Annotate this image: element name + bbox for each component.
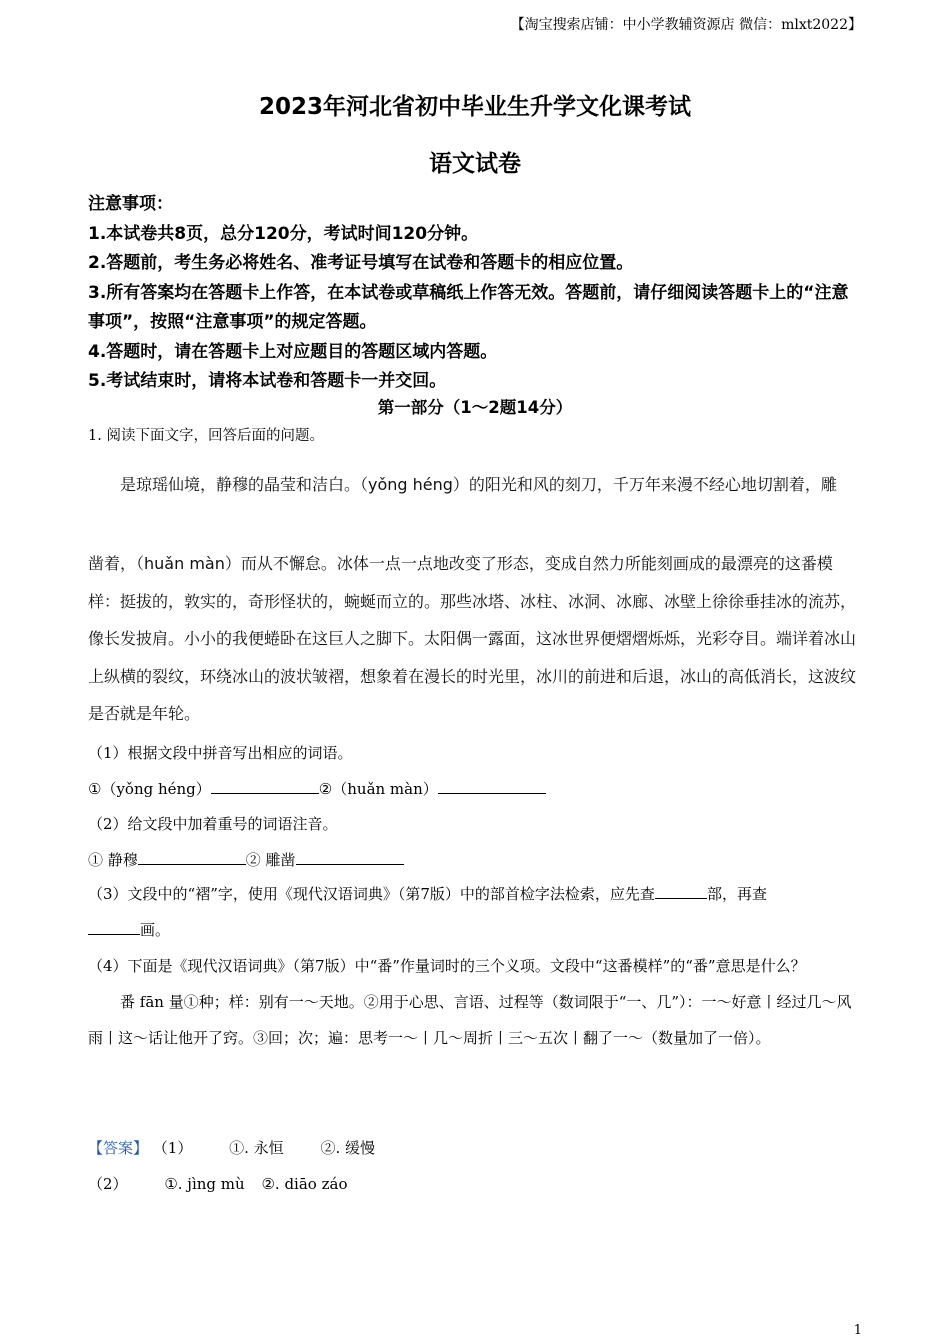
notice-item: 3.所有答案均在答题卡上作答，在本试卷或草稿纸上作答无效。答题前，请仔细阅读答题卡上的“注意事项”，按照“注意事项”的规定答题。 [88, 282, 849, 332]
notice-item: 2.答题前，考生务必将姓名、准考证号填写在试卷和答题卡的相应位置。 [88, 253, 634, 273]
sub-question-1 [88, 735, 863, 807]
answer-number: （1） [152, 1139, 193, 1157]
answer-tag: 【答案】 [88, 1139, 149, 1157]
section-title: 第一部分（1～2题14分） [377, 398, 573, 417]
passage-body: 凿着，（huǎn màn）而从不懈怠。冰体一点一点地改变了形态，变成自然力所能刻画成的最漂亮的这番模样：挺拔的，敦实的，奇形怪状的，蜿蜒而立的。那些冰塔、冰柱、冰洞、冰廊、冰壁上徐徐垂挂冰的流苏，像长发披肩。小小的我便蜷卧在这巨人之脚下。太阳偶一露面，这冰世界便熠熠烁烁，光彩夺目。端详着冰山上纵横的裂纹，环绕冰山的波状皱褶，想象着在漫长的时光里，冰川的前进和后退，冰山的高低消长，这波纹是否就是年轮。 [88, 554, 857, 724]
answer-item: ②. diāo záo [261, 1175, 348, 1193]
notice-item: 4.答题时，请在答题卡上对应题目的答题区域内答题。 [88, 341, 498, 362]
answer-line-1 [88, 1130, 863, 1166]
answer-line-2 [88, 1166, 863, 1202]
notice-item: 5.考试结束时，请将本试卷和答题卡一并交回。 [88, 371, 447, 391]
sub-question-4-text: （4）下面是《现代汉语词典》（第7版）中“番”作量词时的三个义项。文段中“这番模样”的“番”意思是什么？ [88, 957, 806, 975]
sub-question-1-blanks [88, 771, 863, 807]
answer-item: ①. 永恒 [229, 1139, 284, 1157]
exam-subtitle: 语文试卷 [429, 151, 521, 177]
notice-item: 1.本试卷共8页，总分120分，考试时间120分钟。 [88, 223, 479, 244]
sub-question-3-text: 画。 [140, 921, 171, 939]
sub-question-2 [88, 806, 863, 878]
passage-first-line: 是琼瑶仙境，静穆的晶莹和洁白。（yǒng héng）的阳光和风的刻刀，千万年来漫不经心地切割着，雕 [120, 475, 837, 494]
sub-question-2-blanks [88, 842, 863, 878]
answer-blank[interactable] [138, 850, 246, 865]
answer-blank[interactable] [88, 920, 140, 935]
header-note: 【淘宝搜索店铺：中小学教辅资源店 微信：mlxt2022】 [510, 17, 862, 33]
sub-question-3-text: （3）文段中的“褶”字，使用《现代汉语词典》（第7版）中的部首检字法检索，应先查 [88, 885, 655, 903]
answer-blank[interactable] [655, 884, 707, 899]
blank-a-label: ① 静穆 [88, 851, 138, 869]
blank-b-label: ② 雕凿 [245, 851, 296, 869]
page-number: 1 [853, 1323, 862, 1338]
answer-block [88, 1130, 863, 1202]
exam-title: 2023年河北省初中毕业生升学文化课考试 [258, 94, 691, 120]
answer-blank[interactable] [296, 850, 404, 865]
sub-question-3 [88, 876, 863, 948]
notice-block [88, 190, 863, 397]
sub-question-3-text: 部，再查 [706, 885, 767, 903]
answer-item: ①. jìng mù [164, 1175, 245, 1193]
question-1-stem: 1. 阅读下面文字，回答后面的问题。 [88, 428, 324, 444]
blank-a-label: ①（yǒng héng） [88, 780, 211, 798]
answer-number: （2） [88, 1175, 128, 1193]
notice-heading: 注意事项： [88, 194, 173, 214]
dictionary-entry: 番 fān 量①种；样：别有一～天地。②用于心思、言语、过程等（数词限于“一、几”）：一～好意丨经过几～风雨丨这～话让他开了窍。③回；次；遍：思考一～丨几～周折丨三～五次丨翻了一～（数量加了一倍）。 [88, 993, 852, 1047]
answer-blank[interactable] [438, 779, 546, 794]
sub-question-4 [88, 948, 863, 1056]
answer-item: ②. 缓慢 [320, 1139, 375, 1157]
sub-question-2-label: （2）给文段中加着重号的词语注音。 [88, 815, 338, 833]
sub-question-1-label: （1）根据文段中拼音写出相应的词语。 [88, 744, 353, 762]
blank-b-label: ②（huǎn màn） [318, 780, 438, 798]
answer-blank[interactable] [211, 779, 319, 794]
